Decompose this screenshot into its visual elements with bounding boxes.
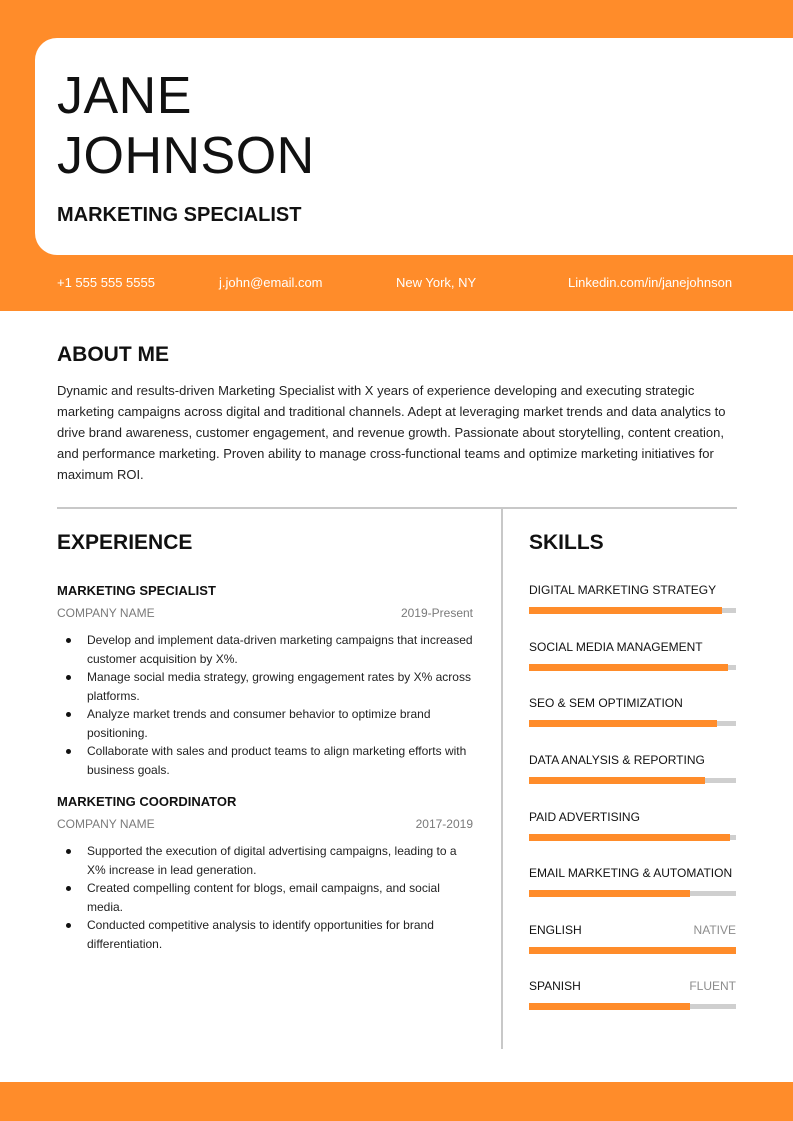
job-entry-dates: 2019-Present — [400, 606, 473, 620]
job-entry-company: COMPANY NAME — [57, 606, 155, 620]
skill-item — [529, 640, 736, 670]
skills-heading: SKILLS — [529, 531, 604, 554]
job-entry-bullets — [57, 842, 473, 953]
about-text: Dynamic and results-driven Marketing Specialist with X years of experience developing and executing strategic marketing campaigns across digital and traditional channels. Adept at leveraging market trends and data analytics to drive brand awareness, customer engagement, and revenue growth. Passionate about storytelling, content creation, and performance marketing. Proven ability to manage cross-functional teams and optimize marketing initiatives for maximum ROI. — [57, 383, 726, 482]
skill-bar-fill — [529, 720, 717, 727]
skill-bar — [529, 665, 736, 670]
skill-item — [529, 810, 736, 840]
skill-bar-fill — [529, 777, 705, 784]
language-item — [529, 923, 736, 953]
job-bullet: Manage social media strategy, growing engagement rates by X% across platforms. — [57, 668, 473, 705]
skill-label: DIGITAL MARKETING STRATEGY — [529, 583, 717, 597]
skill-bar — [529, 891, 736, 896]
job-entry-2 — [57, 794, 473, 953]
candidate-name — [57, 66, 315, 186]
skill-bar-fill — [529, 834, 730, 841]
job-entry-meta — [57, 817, 473, 837]
skill-label: SEO & SEM OPTIMIZATION — [529, 696, 683, 710]
job-entry-1 — [57, 583, 473, 779]
job-bullet: Created compelling content for blogs, email campaigns, and social media. — [57, 879, 473, 916]
skill-label: DATA ANALYSIS & REPORTING — [529, 753, 705, 767]
language-bar-fill — [529, 947, 736, 954]
job-bullet: Develop and implement data-driven marketing campaigns that increased customer acquisition by X%. — [57, 631, 473, 668]
language-bar — [529, 1004, 736, 1009]
language-bar — [529, 948, 736, 953]
skill-item — [529, 583, 736, 613]
job-bullet: Analyze market trends and consumer behavior to optimize brand positioning. — [57, 705, 473, 742]
section-divider — [57, 507, 737, 509]
skill-item — [529, 696, 736, 726]
skill-label: PAID ADVERTISING — [529, 810, 640, 824]
skill-bar — [529, 608, 736, 613]
about-heading: ABOUT ME — [57, 343, 169, 366]
skill-label: EMAIL MARKETING & AUTOMATION — [529, 866, 733, 880]
name-line-1: JANE — [57, 67, 192, 125]
footer-band — [0, 1082, 793, 1121]
skill-bar-fill — [529, 664, 728, 671]
language-label: SPANISH — [529, 979, 581, 993]
contact-email[interactable]: j.john@email.com — [219, 275, 323, 290]
skill-item — [529, 753, 736, 783]
skill-bar-fill — [529, 607, 722, 614]
job-title: MARKETING SPECIALIST — [57, 204, 302, 226]
language-label: ENGLISH — [529, 923, 582, 937]
column-divider — [501, 509, 503, 1049]
job-bullet: Collaborate with sales and product teams to align marketing efforts with business goals. — [57, 742, 473, 779]
skill-bar — [529, 721, 736, 726]
experience-heading: EXPERIENCE — [57, 531, 193, 554]
skill-bar — [529, 835, 736, 840]
job-entry-title: MARKETING COORDINATOR — [57, 794, 237, 809]
skill-label: SOCIAL MEDIA MANAGEMENT — [529, 640, 703, 654]
job-entry-company: COMPANY NAME — [57, 817, 155, 831]
job-entry-title: MARKETING SPECIALIST — [57, 583, 216, 598]
language-item — [529, 979, 736, 1009]
job-entry-dates: 2017-2019 — [415, 817, 473, 831]
name-line-2: JOHNSON — [57, 127, 315, 185]
skill-bar — [529, 778, 736, 783]
language-bar-fill — [529, 1003, 690, 1010]
job-entry-bullets — [57, 631, 473, 779]
contact-linkedin[interactable]: Linkedin.com/in/janejohnson — [568, 275, 733, 290]
job-bullet: Conducted competitive analysis to identify opportunities for brand differentiation. — [57, 916, 473, 953]
contact-phone[interactable]: +1 555 555 5555 — [57, 275, 155, 290]
contact-location: New York, NY — [396, 275, 477, 290]
skill-item — [529, 866, 736, 896]
language-level: NATIVE — [693, 923, 736, 937]
job-entry-meta — [57, 606, 473, 626]
job-bullet: Supported the execution of digital advertising campaigns, leading to a X% increase in lead generation. — [57, 842, 473, 879]
language-level: FLUENT — [689, 979, 736, 993]
skill-bar-fill — [529, 890, 690, 897]
